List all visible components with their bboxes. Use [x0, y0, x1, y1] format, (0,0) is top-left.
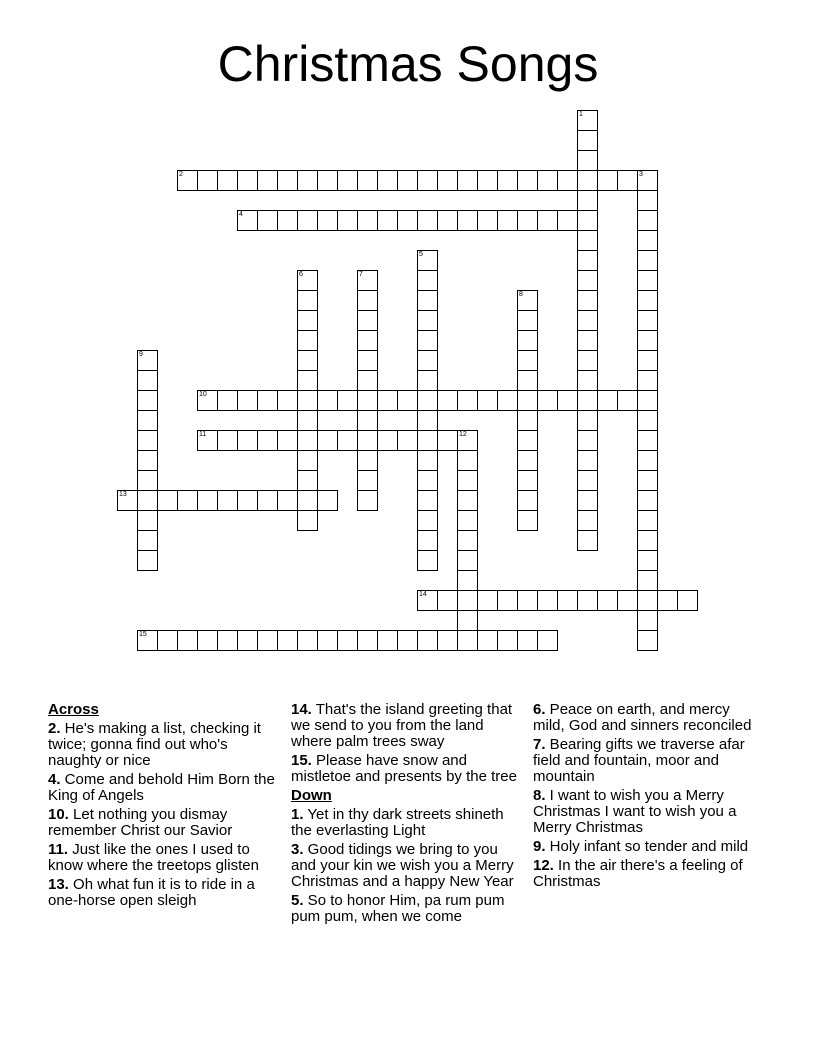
grid-cell[interactable]: [417, 270, 438, 291]
clue: [48, 807, 280, 839]
grid-cell[interactable]: [297, 410, 318, 431]
grid-cell[interactable]: [577, 250, 598, 271]
grid-cell[interactable]: [357, 350, 378, 371]
grid-cell[interactable]: [637, 350, 658, 371]
grid-cell[interactable]: [497, 170, 518, 191]
cell-number: 7: [359, 271, 363, 278]
grid-cell[interactable]: [297, 330, 318, 351]
grid-cell[interactable]: [297, 270, 318, 291]
grid-cell[interactable]: [237, 630, 258, 651]
grid-cell[interactable]: [137, 490, 158, 511]
cell-number: 12: [459, 431, 467, 438]
grid-cell[interactable]: [657, 590, 678, 611]
grid-cell[interactable]: [257, 170, 278, 191]
clue-text: Come and behold Him Born the King of Angels: [48, 771, 275, 804]
grid-cell[interactable]: [377, 210, 398, 231]
cell-number: 9: [139, 351, 143, 358]
grid-cell[interactable]: [197, 430, 218, 451]
grid-cell[interactable]: [517, 410, 538, 431]
clue: [533, 858, 765, 890]
grid-cell[interactable]: [217, 390, 238, 411]
grid-cell[interactable]: [397, 630, 418, 651]
cell-number: 8: [519, 291, 523, 298]
grid-cell[interactable]: [377, 390, 398, 411]
grid-cell[interactable]: [637, 310, 658, 331]
grid-cell[interactable]: [297, 290, 318, 311]
grid-cell[interactable]: [497, 590, 518, 611]
grid-cell[interactable]: [417, 550, 438, 571]
grid-cell[interactable]: [237, 490, 258, 511]
clue-number: 1.: [291, 806, 304, 823]
grid-cell[interactable]: [237, 430, 258, 451]
grid-cell[interactable]: [577, 430, 598, 451]
grid-cell[interactable]: [637, 610, 658, 631]
grid-cell[interactable]: [377, 630, 398, 651]
grid-cell[interactable]: [277, 630, 298, 651]
clue-text: So to honor Him, pa rum pum pum pum, when we come: [291, 892, 505, 925]
grid-cell[interactable]: [357, 170, 378, 191]
grid-cell[interactable]: [637, 510, 658, 531]
grid-cell[interactable]: [637, 210, 658, 231]
grid-cell[interactable]: [577, 590, 598, 611]
grid-cell[interactable]: [297, 170, 318, 191]
grid-cell[interactable]: [417, 490, 438, 511]
clue-number: 8.: [533, 787, 546, 804]
grid-cell[interactable]: [517, 450, 538, 471]
grid-cell[interactable]: [137, 550, 158, 571]
grid-cell[interactable]: [137, 350, 158, 371]
clue-heading: Across: [48, 701, 99, 718]
grid-cell[interactable]: [577, 350, 598, 371]
grid-cell[interactable]: [297, 430, 318, 451]
grid-cell[interactable]: [257, 630, 278, 651]
grid-cell[interactable]: [637, 490, 658, 511]
grid-cell[interactable]: [637, 430, 658, 451]
grid-cell[interactable]: [637, 570, 658, 591]
clue-number: 6.: [533, 701, 546, 718]
grid-cell[interactable]: [397, 170, 418, 191]
grid-cell[interactable]: [677, 590, 698, 611]
grid-cell[interactable]: [397, 430, 418, 451]
grid-cell[interactable]: [237, 210, 258, 231]
clue: [48, 842, 280, 874]
grid-cell[interactable]: [317, 630, 338, 651]
grid-cell[interactable]: [417, 530, 438, 551]
grid-cell[interactable]: [597, 590, 618, 611]
grid-cell[interactable]: [497, 210, 518, 231]
clue-number: 11.: [48, 841, 69, 858]
grid-cell[interactable]: [637, 170, 658, 191]
grid-cell[interactable]: [637, 190, 658, 211]
grid-cell[interactable]: [517, 590, 538, 611]
grid-cell[interactable]: [617, 590, 638, 611]
grid-cell[interactable]: [517, 310, 538, 331]
grid-cell[interactable]: [457, 550, 478, 571]
grid-cell[interactable]: [217, 630, 238, 651]
grid-cell[interactable]: [577, 510, 598, 531]
cell-number: 14: [419, 591, 427, 598]
grid-cell[interactable]: [617, 390, 638, 411]
grid-cell[interactable]: [517, 350, 538, 371]
clue: [48, 721, 280, 769]
grid-cell[interactable]: [297, 510, 318, 531]
grid-cell[interactable]: [317, 390, 338, 411]
grid-cell[interactable]: [517, 170, 538, 191]
grid-cell[interactable]: [597, 390, 618, 411]
grid-cell[interactable]: [577, 110, 598, 131]
grid-cell[interactable]: [577, 290, 598, 311]
grid-cell[interactable]: [457, 630, 478, 651]
grid-cell[interactable]: [137, 470, 158, 491]
grid-cell[interactable]: [557, 590, 578, 611]
grid-cell[interactable]: [637, 250, 658, 271]
grid-cell[interactable]: [557, 390, 578, 411]
clue: [533, 788, 765, 836]
grid-cell[interactable]: [297, 310, 318, 331]
grid-cell[interactable]: [417, 210, 438, 231]
grid-cell[interactable]: [397, 390, 418, 411]
grid-cell[interactable]: [357, 630, 378, 651]
clue-text: Peace on earth, and mercy mild, God and sinners reconciled: [533, 701, 752, 734]
cell-number: 1: [579, 111, 583, 118]
grid-cell[interactable]: [457, 470, 478, 491]
grid-cell[interactable]: [577, 150, 598, 171]
grid-cell[interactable]: [257, 430, 278, 451]
clue: [533, 737, 765, 785]
grid-cell[interactable]: [177, 490, 198, 511]
grid-cell[interactable]: [457, 570, 478, 591]
grid-cell[interactable]: [457, 490, 478, 511]
grid-cell[interactable]: [397, 210, 418, 231]
grid-cell[interactable]: [477, 210, 498, 231]
grid-cell[interactable]: [577, 170, 598, 191]
grid-cell[interactable]: [637, 470, 658, 491]
grid-cell[interactable]: [537, 590, 558, 611]
grid-cell[interactable]: [357, 490, 378, 511]
grid-cell[interactable]: [417, 510, 438, 531]
grid-cell[interactable]: [357, 430, 378, 451]
grid-cell[interactable]: [517, 370, 538, 391]
grid-cell[interactable]: [457, 210, 478, 231]
clues-column-3: [533, 702, 765, 893]
grid-cell[interactable]: [297, 450, 318, 471]
grid-cell[interactable]: [257, 390, 278, 411]
clue-text: Holy infant so tender and mild: [545, 838, 749, 855]
grid-cell[interactable]: [417, 350, 438, 371]
grid-cell[interactable]: [297, 490, 318, 511]
grid-cell[interactable]: [637, 290, 658, 311]
grid-cell[interactable]: [517, 510, 538, 531]
grid-cell[interactable]: [577, 310, 598, 331]
grid-cell[interactable]: [417, 450, 438, 471]
clue: [291, 753, 523, 785]
clue-text: Good tidings we bring to you and your kin we wish you a Merry Christmas and a happy New Year: [291, 841, 514, 890]
grid-cell[interactable]: [417, 390, 438, 411]
grid-cell[interactable]: [137, 510, 158, 531]
grid-cell[interactable]: [517, 210, 538, 231]
grid-cell[interactable]: [137, 430, 158, 451]
clue-text: Yet in thy dark streets shineth the everlasting Light: [291, 806, 504, 839]
grid-cell[interactable]: [197, 490, 218, 511]
grid-cell[interactable]: [197, 630, 218, 651]
grid-cell[interactable]: [297, 350, 318, 371]
grid-cell[interactable]: [277, 390, 298, 411]
grid-cell[interactable]: [637, 330, 658, 351]
clue-text: Bearing gifts we traverse afar field and fountain, moor and mountain: [533, 736, 745, 785]
grid-cell[interactable]: [297, 210, 318, 231]
grid-cell[interactable]: [417, 430, 438, 451]
clue-text: That's the island greeting that we send to you from the land where palm trees sway: [291, 701, 513, 750]
grid-cell[interactable]: [417, 370, 438, 391]
grid-cell[interactable]: [357, 330, 378, 351]
grid-cell[interactable]: [357, 410, 378, 431]
grid-cell[interactable]: [317, 170, 338, 191]
cell-number: 3: [639, 171, 643, 178]
grid-cell[interactable]: [277, 490, 298, 511]
clue-number: 14.: [291, 701, 312, 718]
grid-cell[interactable]: [457, 450, 478, 471]
grid-cell[interactable]: [417, 250, 438, 271]
grid-cell[interactable]: [517, 630, 538, 651]
clue: [48, 877, 280, 909]
clue-text: Let nothing you dismay remember Christ our Savior: [48, 806, 233, 839]
grid-cell[interactable]: [437, 210, 458, 231]
grid-cell[interactable]: [637, 590, 658, 611]
puzzle-title: Christmas Songs: [217, 36, 599, 92]
grid-cell[interactable]: [577, 370, 598, 391]
cell-number: 15: [139, 631, 147, 638]
clue-number: 5.: [291, 892, 304, 909]
grid-cell[interactable]: [637, 410, 658, 431]
grid-cell[interactable]: [357, 370, 378, 391]
grid-cell[interactable]: [337, 210, 358, 231]
grid-cell[interactable]: [337, 630, 358, 651]
grid-cell[interactable]: [437, 630, 458, 651]
grid-cell[interactable]: [317, 430, 338, 451]
grid-cell[interactable]: [497, 390, 518, 411]
grid-cell[interactable]: [457, 430, 478, 451]
grid-cell[interactable]: [257, 490, 278, 511]
grid-cell[interactable]: [297, 630, 318, 651]
grid-cell[interactable]: [277, 210, 298, 231]
grid-cell[interactable]: [617, 170, 638, 191]
grid-cell[interactable]: [417, 330, 438, 351]
grid-cell[interactable]: [437, 430, 458, 451]
grid-cell[interactable]: [577, 190, 598, 211]
grid-cell[interactable]: [317, 210, 338, 231]
grid-cell[interactable]: [577, 410, 598, 431]
grid-cell[interactable]: [517, 290, 538, 311]
grid-cell[interactable]: [457, 610, 478, 631]
grid-cell[interactable]: [357, 450, 378, 471]
grid-cell[interactable]: [217, 170, 238, 191]
clue-text: I want to wish you a Merry Christmas I want to wish you a Merry Christmas: [533, 787, 737, 836]
grid-cell[interactable]: [637, 550, 658, 571]
grid-cell[interactable]: [517, 330, 538, 351]
grid-cell[interactable]: [477, 630, 498, 651]
cell-number: 4: [239, 211, 243, 218]
grid-cell[interactable]: [457, 590, 478, 611]
clue-number: 13.: [48, 876, 69, 893]
grid-cell[interactable]: [277, 170, 298, 191]
grid-cell[interactable]: [337, 170, 358, 191]
grid-cell[interactable]: [577, 230, 598, 251]
grid-cell[interactable]: [417, 410, 438, 431]
grid-cell[interactable]: [497, 630, 518, 651]
grid-cell[interactable]: [577, 470, 598, 491]
grid-cell[interactable]: [437, 170, 458, 191]
grid-cell[interactable]: [417, 470, 438, 491]
grid-cell[interactable]: [577, 390, 598, 411]
clue-number: 12.: [533, 857, 554, 874]
clue-number: 3.: [291, 841, 304, 858]
grid-cell[interactable]: [577, 210, 598, 231]
grid-cell[interactable]: [137, 450, 158, 471]
grid-cell[interactable]: [217, 490, 238, 511]
cell-number: 13: [119, 491, 127, 498]
clue: [291, 842, 523, 890]
grid-cell[interactable]: [537, 390, 558, 411]
clue-text: He's making a list, checking it twice; gonna find out who's naughty or nice: [48, 720, 261, 769]
grid-cell[interactable]: [377, 170, 398, 191]
clue-number: 2.: [48, 720, 61, 737]
grid-cell[interactable]: [577, 330, 598, 351]
grid-cell[interactable]: [297, 470, 318, 491]
grid-cell[interactable]: [417, 310, 438, 331]
grid-cell[interactable]: [297, 370, 318, 391]
grid-cell[interactable]: [577, 490, 598, 511]
grid-cell[interactable]: [177, 170, 198, 191]
grid-cell[interactable]: [417, 290, 438, 311]
clue-number: 15.: [291, 752, 312, 769]
grid-cell[interactable]: [357, 290, 378, 311]
grid-cell[interactable]: [597, 170, 618, 191]
grid-cell[interactable]: [537, 170, 558, 191]
grid-cell[interactable]: [357, 210, 378, 231]
grid-cell[interactable]: [457, 510, 478, 531]
clue: [533, 702, 765, 734]
grid-cell[interactable]: [457, 170, 478, 191]
grid-cell[interactable]: [577, 270, 598, 291]
grid-cell[interactable]: [257, 210, 278, 231]
grid-cell[interactable]: [537, 210, 558, 231]
grid-cell[interactable]: [557, 170, 578, 191]
clue-text: In the air there's a feeling of Christmas: [533, 857, 743, 890]
clue-number: 9.: [533, 838, 546, 855]
grid-cell[interactable]: [137, 530, 158, 551]
clue-text: Oh what fun it is to ride in a one-horse open sleigh: [48, 876, 255, 909]
grid-cell[interactable]: [517, 490, 538, 511]
grid-cell[interactable]: [337, 430, 358, 451]
cell-number: 10: [199, 391, 207, 398]
clue-number: 10.: [48, 806, 69, 823]
clue: [533, 839, 765, 855]
grid-cell[interactable]: [437, 390, 458, 411]
grid-cell[interactable]: [197, 390, 218, 411]
grid-cell[interactable]: [477, 170, 498, 191]
grid-cell[interactable]: [637, 270, 658, 291]
grid-cell[interactable]: [197, 170, 218, 191]
clue-text: Please have snow and mistletoe and presents by the tree: [291, 752, 517, 785]
grid-cell[interactable]: [137, 370, 158, 391]
grid-cell[interactable]: [477, 390, 498, 411]
grid-cell[interactable]: [237, 170, 258, 191]
grid-cell[interactable]: [157, 490, 178, 511]
grid-cell[interactable]: [137, 410, 158, 431]
grid-cell[interactable]: [277, 430, 298, 451]
clue: [291, 807, 523, 839]
clues-column-2: [291, 702, 523, 928]
clue-number: 4.: [48, 771, 61, 788]
clue: [291, 702, 523, 750]
grid-cell[interactable]: [437, 590, 458, 611]
clue-heading: Down: [291, 787, 332, 804]
cell-number: 6: [299, 271, 303, 278]
grid-cell[interactable]: [457, 530, 478, 551]
clue-number: 7.: [533, 736, 546, 753]
grid-cell[interactable]: [237, 390, 258, 411]
clue: [48, 772, 280, 804]
grid-cell[interactable]: [537, 630, 558, 651]
grid-cell[interactable]: [417, 590, 438, 611]
grid-cell[interactable]: [357, 310, 378, 331]
grid-cell[interactable]: [217, 430, 238, 451]
grid-cell[interactable]: [457, 390, 478, 411]
grid-cell[interactable]: [177, 630, 198, 651]
grid-cell[interactable]: [417, 170, 438, 191]
clue: [291, 893, 523, 925]
grid-cell[interactable]: [557, 210, 578, 231]
grid-cell[interactable]: [637, 450, 658, 471]
grid-cell[interactable]: [517, 430, 538, 451]
grid-cell[interactable]: [577, 450, 598, 471]
grid-cell[interactable]: [637, 370, 658, 391]
grid-cell[interactable]: [137, 390, 158, 411]
grid-cell[interactable]: [157, 630, 178, 651]
grid-cell[interactable]: [517, 390, 538, 411]
grid-cell[interactable]: [517, 470, 538, 491]
cell-number: 2: [179, 171, 183, 178]
grid-cell[interactable]: [637, 630, 658, 651]
grid-cell[interactable]: [477, 590, 498, 611]
grid-cell[interactable]: [317, 490, 338, 511]
clue-text: Just like the ones I used to know where the treetops glisten: [48, 841, 259, 874]
grid-cell[interactable]: [417, 630, 438, 651]
grid-cell[interactable]: [577, 130, 598, 151]
grid-cell[interactable]: [117, 490, 138, 511]
grid-cell[interactable]: [297, 390, 318, 411]
grid-cell[interactable]: [357, 270, 378, 291]
grid-cell[interactable]: [637, 230, 658, 251]
grid-cell[interactable]: [357, 390, 378, 411]
clues-column-1: [48, 702, 280, 912]
grid-cell[interactable]: [357, 470, 378, 491]
grid-cell[interactable]: [637, 390, 658, 411]
grid-cell[interactable]: [377, 430, 398, 451]
grid-cell[interactable]: [137, 630, 158, 651]
cell-number: 5: [419, 251, 423, 258]
grid-cell[interactable]: [337, 390, 358, 411]
cell-number: 11: [199, 431, 207, 438]
grid-cell[interactable]: [637, 530, 658, 551]
grid-cell[interactable]: [577, 530, 598, 551]
